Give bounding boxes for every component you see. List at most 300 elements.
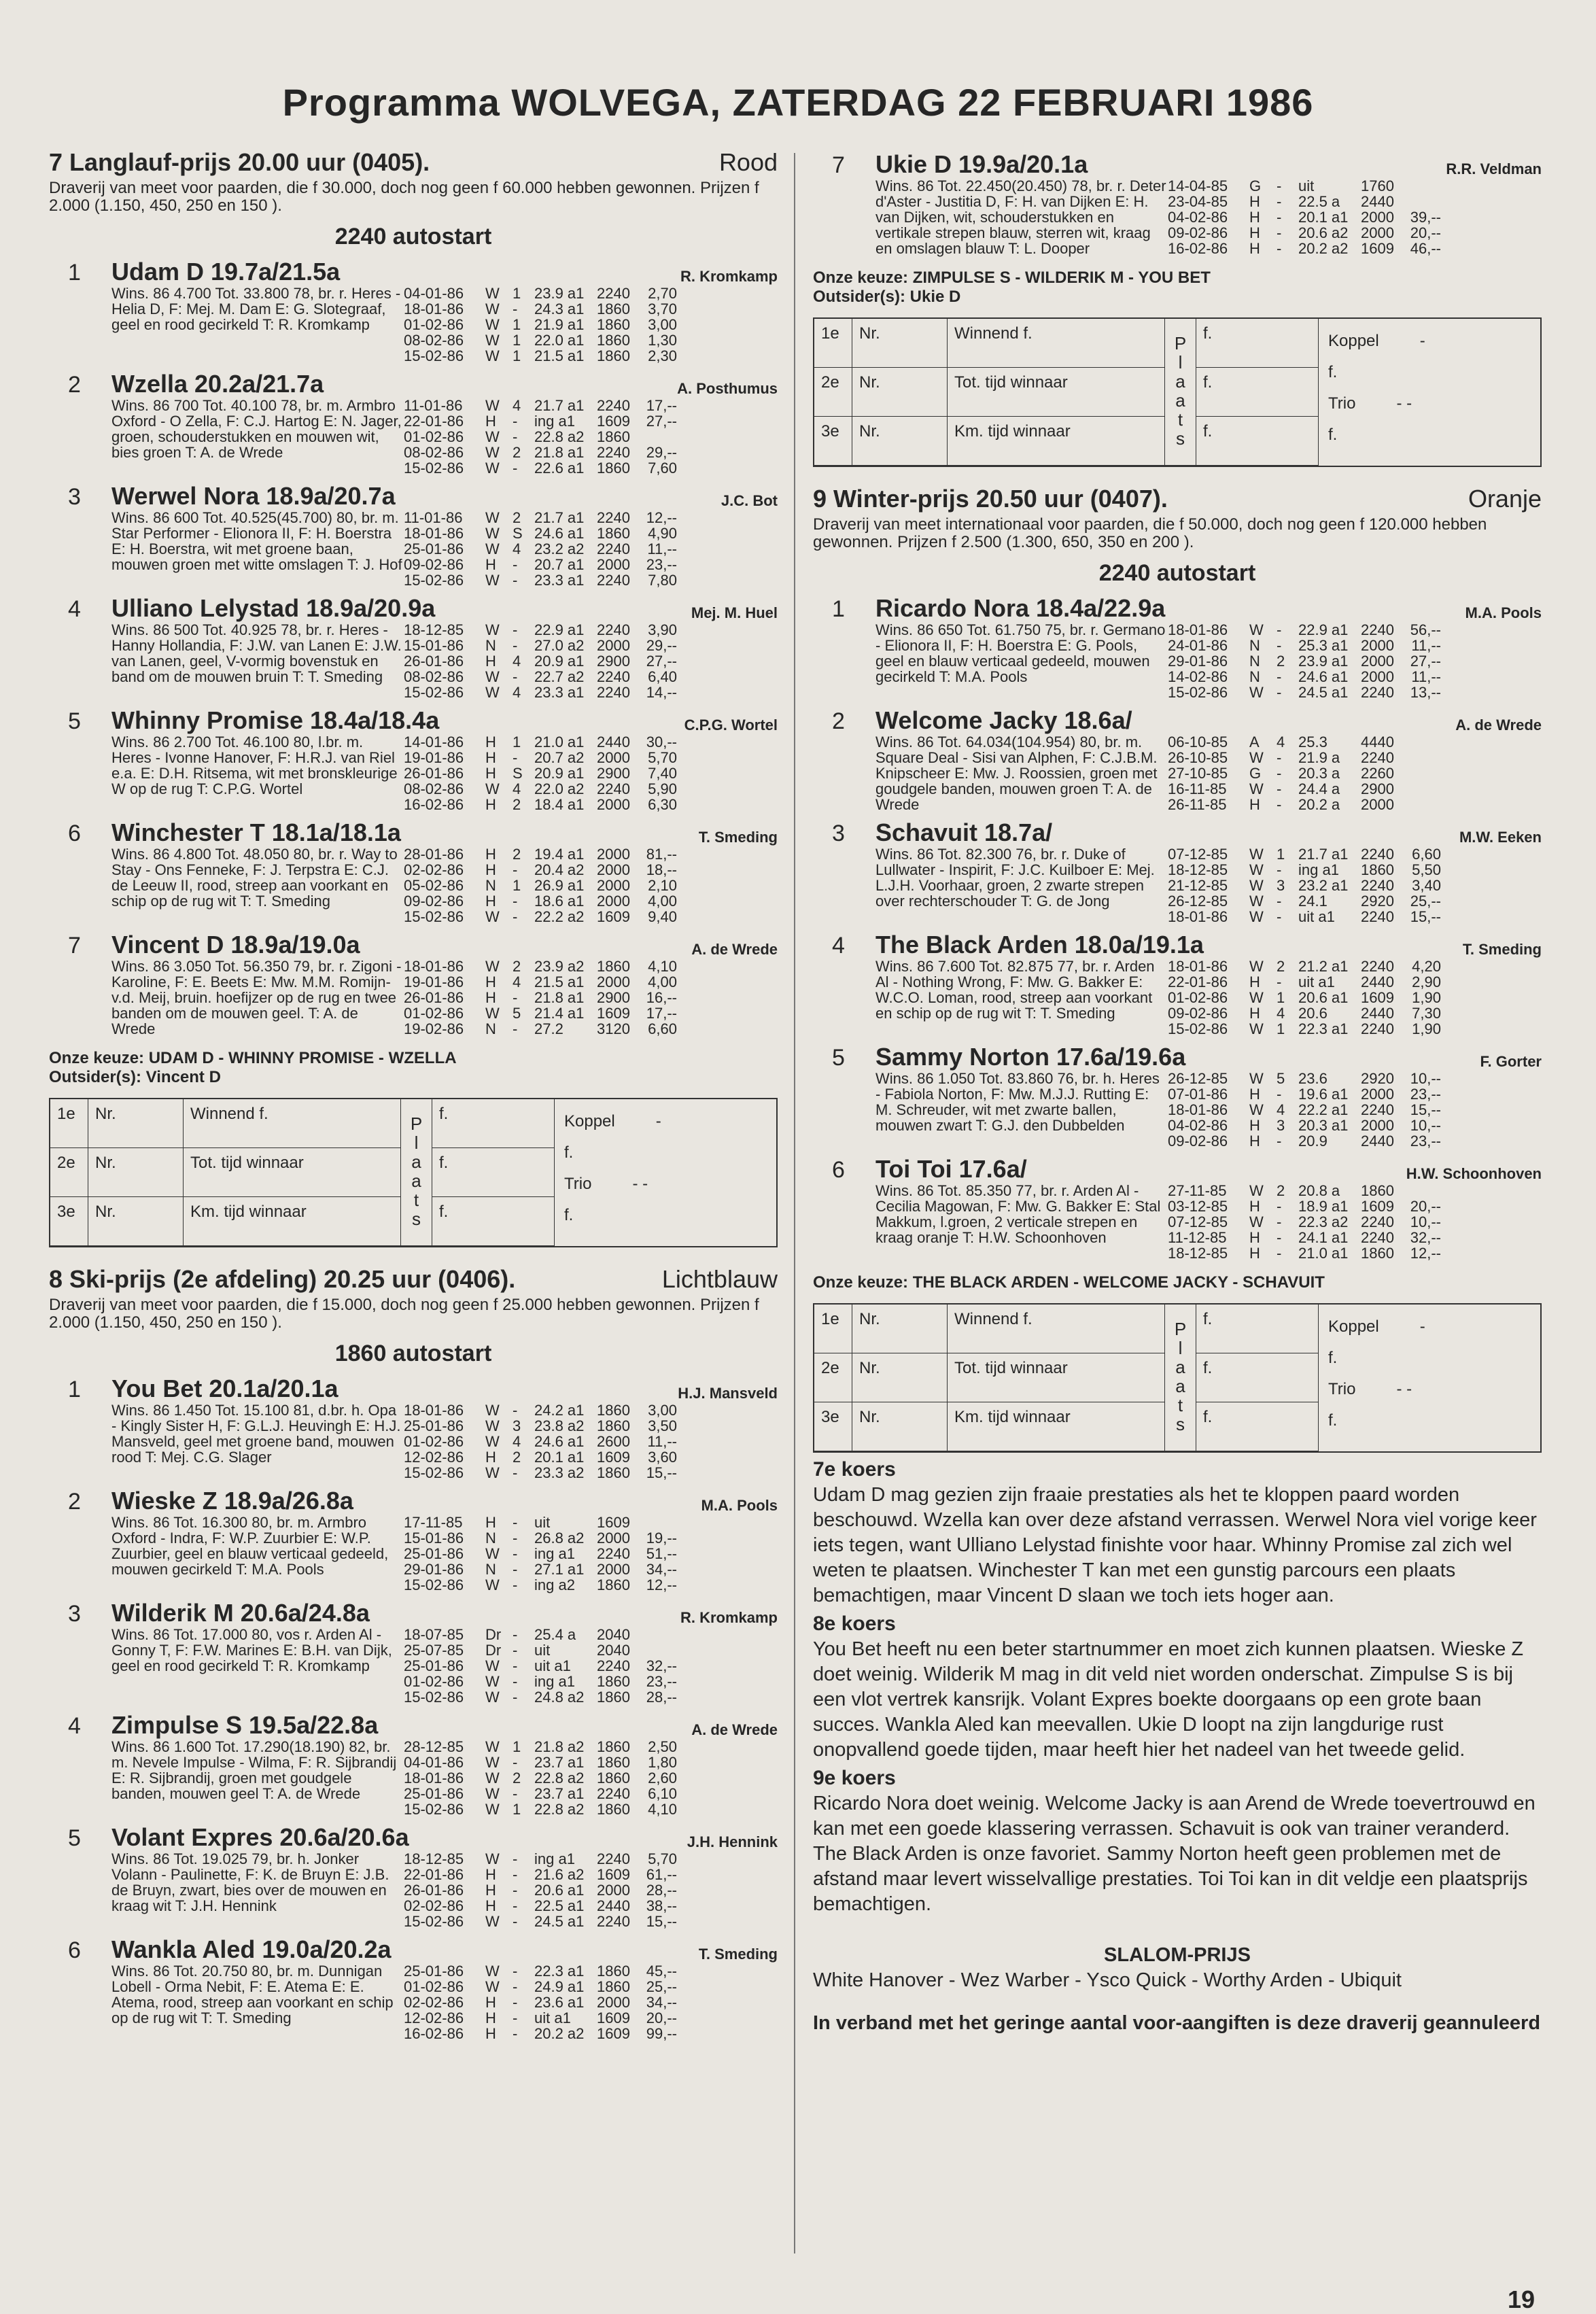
run-cell: H xyxy=(485,413,496,430)
run-cell xyxy=(623,1627,677,1642)
run-cell: - xyxy=(513,1673,518,1690)
run-row xyxy=(404,638,778,653)
commentary-text: Udam D mag gezien zijn fraaie prestaties als het te kloppen paard worden beschouwd. Wzella kan over deze afstand verrassen. Werwel Nora viel vorige keer iets tegen, want Ulliano Lelystad finishte voor haar. Whinny Promise zal zich wel weten te plaatsen. Winchester T kan met een gunstig parcours een plaats bemachtigen, maar Vincent D slaan we toch iets hoger aan. xyxy=(813,1484,1537,1606)
entry-form xyxy=(404,380,778,477)
run-cell: 1609 xyxy=(597,2025,630,2042)
run-cell: 46,-- xyxy=(1410,240,1441,257)
run-cell: - xyxy=(513,1545,518,1562)
run-cell: 2000 xyxy=(1361,209,1394,226)
run-cell: 1860 xyxy=(1361,1245,1394,1262)
trainer-name: J.C. Bot xyxy=(721,492,778,509)
table-koppel xyxy=(1319,1305,1550,1451)
page-title: Programma WOLVEGA, ZATERDAG 22 FEBRUARI 1986 xyxy=(282,81,1314,124)
run-cell: 08-02-86 xyxy=(404,444,464,461)
run-cell: uit xyxy=(534,1514,551,1531)
run-row xyxy=(404,1561,778,1577)
run-row xyxy=(404,1689,778,1705)
entry-form xyxy=(404,1497,778,1593)
entry-number: 5 xyxy=(832,1045,845,1071)
run-cell xyxy=(1387,734,1441,750)
run-cell: 1860 xyxy=(597,347,630,364)
run-cell: 16-02-86 xyxy=(404,796,464,813)
run-cell: - xyxy=(513,1913,518,1930)
table-label: Tot. tijd winnaar xyxy=(948,1353,1165,1402)
run-cell: 03-12-85 xyxy=(1168,1198,1228,1215)
run-cell: 21.7 a1 xyxy=(1298,846,1349,863)
run-cell: 3 xyxy=(513,1417,521,1434)
run-cell: 18-01-86 xyxy=(1168,908,1228,925)
run-cell: 09-02-86 xyxy=(404,893,464,910)
trainer-name: R.R. Veldman xyxy=(1446,160,1542,177)
run-cell: - xyxy=(513,621,518,638)
run-row xyxy=(404,1515,778,1530)
recent-runs xyxy=(1168,1071,1542,1149)
run-cell: - xyxy=(513,1897,518,1914)
run-cell: 3,50 xyxy=(648,1417,677,1434)
run-cell: S xyxy=(513,525,523,542)
run-row xyxy=(1168,878,1542,893)
run-cell: - xyxy=(513,1561,518,1578)
run-cell: 20.9 xyxy=(1298,1133,1328,1150)
table-label: Winnend f. xyxy=(948,319,1165,368)
run-cell: 18-12-85 xyxy=(1168,1245,1228,1262)
recent-runs xyxy=(404,286,778,364)
run-cell: 22.0 a1 xyxy=(534,332,585,349)
run-cell: H xyxy=(485,989,496,1006)
run-cell: 1609 xyxy=(597,1514,630,1531)
run-cell: - xyxy=(513,1882,518,1899)
run-cell: 3,70 xyxy=(648,300,677,317)
entry-number: 5 xyxy=(68,708,81,734)
run-row xyxy=(404,541,778,557)
run-cell: 13,-- xyxy=(1410,684,1441,701)
horse-name: Schavuit 18.7a/ xyxy=(875,818,1053,846)
run-cell: 22.9 a1 xyxy=(534,621,585,638)
run-cell: 2240 xyxy=(1361,908,1394,925)
run-cell: uit a1 xyxy=(534,1657,571,1674)
run-cell: 2440 xyxy=(597,733,630,750)
outsiders: Outsider(s): Ukie D xyxy=(813,288,961,306)
run-cell: 26-10-85 xyxy=(1168,749,1228,766)
run-cell: W xyxy=(485,1576,500,1593)
run-cell: ing a1 xyxy=(534,1673,575,1690)
recent-runs xyxy=(1168,846,1542,925)
entry-form xyxy=(404,268,778,364)
run-cell: 1860 xyxy=(597,1464,630,1481)
horse-details: Wins. 86 Tot. 22.450(20.450) 78, br. r. Deter d'Aster - Justitia D, F: H. van Dijken E: H. van Dijken, wit, schouderstukken en vertikale strepen blauw, sterren wit, kraag en omslagen blauw T: L. Dooper xyxy=(875,177,1166,257)
run-cell: 09-02-86 xyxy=(1168,1133,1228,1150)
horse-name: Werwel Nora 18.9a/20.7a xyxy=(111,482,396,510)
entry-form xyxy=(1168,716,1542,813)
page-number: 19 xyxy=(1507,2285,1535,2313)
run-row xyxy=(404,429,778,445)
run-cell: 12,-- xyxy=(646,1576,677,1593)
run-cell: 1609 xyxy=(597,1005,630,1022)
race-color: Rood xyxy=(718,148,778,176)
race-start: 2240 autostart xyxy=(1098,560,1256,586)
run-row xyxy=(404,1914,778,1929)
run-cell: 39,-- xyxy=(1410,209,1441,226)
run-cell: 1860 xyxy=(597,460,630,477)
run-cell: 25-07-85 xyxy=(404,1642,464,1659)
table-place: 2e xyxy=(50,1148,88,1197)
run-cell: 1,90 xyxy=(1412,989,1441,1006)
run-row xyxy=(404,572,778,588)
run-cell: 11,-- xyxy=(1411,637,1441,654)
run-cell: 1 xyxy=(1277,846,1285,863)
run-cell: 23.6 xyxy=(1298,1070,1328,1087)
table-amount: f. xyxy=(1196,1305,1319,1353)
run-cell: ing a1 xyxy=(534,413,575,430)
run-cell: 22.3 a1 xyxy=(1298,1020,1349,1037)
trainer-name: T. Smeding xyxy=(698,1946,778,1963)
run-cell: - xyxy=(513,1576,518,1593)
horse-entry xyxy=(49,707,778,812)
run-row xyxy=(404,1898,778,1914)
run-cell: 3 xyxy=(1277,1117,1285,1134)
run-cell: 18,-- xyxy=(646,861,677,878)
horse-name: Welcome Jacky 18.6a/ xyxy=(875,706,1132,734)
run-cell: 08-02-86 xyxy=(404,780,464,797)
run-cell: 25,-- xyxy=(646,1978,677,1995)
run-cell: G xyxy=(1249,765,1262,782)
horse-entry xyxy=(49,595,778,700)
race-start: 1860 autostart xyxy=(334,1341,492,1366)
table-nr: Nr. xyxy=(852,1402,948,1451)
run-row xyxy=(404,1658,778,1674)
run-cell xyxy=(623,429,677,445)
race-8 xyxy=(49,1265,778,2041)
recent-runs xyxy=(1168,1183,1542,1261)
run-row xyxy=(404,765,778,781)
trainer-name: A. de Wrede xyxy=(691,941,778,958)
run-cell: 27,-- xyxy=(646,413,677,430)
run-cell: W xyxy=(1249,1020,1264,1037)
run-cell: - xyxy=(1277,1133,1282,1150)
run-cell: 2240 xyxy=(597,509,630,526)
entry-list xyxy=(49,258,778,1037)
run-cell: 23,-- xyxy=(1410,1133,1441,1150)
run-cell: 21.5 a1 xyxy=(534,973,585,990)
run-row xyxy=(404,1005,778,1021)
race-description: Draverij van meet voor paarden, die f 30.000, doch nog geen f 60.000 hebben gewonnen. Prijzen f 2.000 (1.150, 450, 250 en 150 ). xyxy=(49,179,759,215)
run-cell: - xyxy=(1277,177,1282,194)
run-cell: 4 xyxy=(513,540,521,557)
run-row xyxy=(404,685,778,700)
run-cell: W xyxy=(485,1689,500,1706)
run-cell: 22.0 a2 xyxy=(534,780,585,797)
run-cell: H xyxy=(485,1449,496,1466)
run-row xyxy=(1168,990,1542,1005)
run-cell: 32,-- xyxy=(646,1657,677,1674)
entry-number: 6 xyxy=(832,1157,845,1183)
table-label: Km. tijd winnaar xyxy=(948,1402,1165,1451)
run-cell: W xyxy=(1249,749,1264,766)
run-cell: 01-02-86 xyxy=(404,1673,464,1690)
run-cell: 11-12-85 xyxy=(1168,1229,1227,1246)
run-cell: - xyxy=(1277,1198,1282,1215)
run-cell: 20,-- xyxy=(1410,224,1441,241)
run-row xyxy=(404,797,778,812)
run-cell: 24.5 a1 xyxy=(1298,684,1349,701)
run-cell: 20,-- xyxy=(1410,1198,1441,1215)
run-cell: 10,-- xyxy=(1410,1117,1441,1134)
run-cell: 1860 xyxy=(597,1769,630,1786)
run-cell: 2000 xyxy=(597,1530,630,1547)
run-cell: 21.0 a1 xyxy=(1298,1245,1349,1262)
run-cell: uit a1 xyxy=(1298,908,1335,925)
run-cell: - xyxy=(513,1689,518,1706)
entry-number: 2 xyxy=(68,1489,81,1515)
run-cell: W xyxy=(485,1433,500,1450)
horse-name: You Bet 20.1a/20.1a xyxy=(111,1375,339,1402)
trainer-name: A. Posthumus xyxy=(677,380,778,397)
run-cell: 29-01-86 xyxy=(1168,653,1228,670)
run-cell: 11-01-86 xyxy=(404,397,463,414)
run-row xyxy=(404,557,778,572)
run-cell: 22.8 a2 xyxy=(534,428,585,445)
run-cell: H xyxy=(485,653,496,670)
koppel-dash: - xyxy=(655,1112,661,1130)
run-cell: 6,60 xyxy=(648,1020,677,1037)
run-cell: 27-11-85 xyxy=(1168,1182,1227,1199)
table-amount: f. xyxy=(1196,417,1319,466)
commentary xyxy=(813,1458,1542,1917)
run-cell: H xyxy=(485,1994,496,2011)
run-cell: 15-02-86 xyxy=(404,572,464,589)
run-cell: 18-01-86 xyxy=(1168,621,1228,638)
run-cell: - xyxy=(1277,780,1282,797)
run-row xyxy=(404,1577,778,1593)
run-cell: 07-12-85 xyxy=(1168,1213,1228,1230)
run-cell: 12-02-86 xyxy=(404,1449,464,1466)
entry-form xyxy=(404,829,778,925)
run-row xyxy=(1168,1230,1542,1245)
run-cell: 12,-- xyxy=(1410,1245,1441,1262)
run-cell: 23-04-85 xyxy=(1168,193,1228,210)
horse-details: Wins. 86 1.450 Tot. 15.100 81, d.br. h. Opa - Kingly Sister H, F: G.L.J. Heuvingh E: H.J. Mansveld, geel met groene band, mouwen rood T: Mej. C.G. Slager xyxy=(111,1402,401,1466)
run-cell: 26-11-85 xyxy=(1168,796,1227,813)
run-cell: 4 xyxy=(513,780,521,797)
race-header xyxy=(49,148,778,179)
run-cell: 22.2 a2 xyxy=(534,908,585,925)
run-cell: W xyxy=(485,1657,500,1674)
horse-name: The Black Arden 18.0a/19.1a xyxy=(875,931,1204,959)
run-cell: 2240 xyxy=(1361,684,1394,701)
run-cell: 01-02-86 xyxy=(404,1978,464,1995)
run-cell: 2240 xyxy=(597,572,630,589)
run-cell: 2,70 xyxy=(648,285,677,302)
run-row xyxy=(404,1867,778,1882)
entry-form xyxy=(404,492,778,589)
run-cell: 02-02-86 xyxy=(404,1994,464,2011)
run-cell: H xyxy=(1249,193,1260,210)
run-cell: 2,10 xyxy=(648,877,677,894)
run-cell: 12,-- xyxy=(646,509,677,526)
run-cell: 2240 xyxy=(1361,1101,1394,1118)
run-cell: 2240 xyxy=(1361,846,1394,863)
run-cell: 2440 xyxy=(1361,973,1394,990)
run-cell: 1860 xyxy=(597,1417,630,1434)
our-choice: Onze keuze: UDAM D - WHINNY PROMISE - WZELLA xyxy=(49,1049,457,1067)
run-cell: W xyxy=(1249,846,1264,863)
run-cell: W xyxy=(485,1545,500,1562)
run-cell: W xyxy=(485,300,500,317)
run-cell: 2240 xyxy=(597,668,630,685)
run-cell: - xyxy=(513,1514,518,1531)
run-cell: 23,-- xyxy=(646,556,677,573)
run-cell: 22-01-86 xyxy=(404,413,464,430)
run-cell: N xyxy=(1249,637,1260,654)
run-cell: A xyxy=(1249,733,1260,750)
entry-form xyxy=(1168,604,1542,701)
run-cell: 2920 xyxy=(1361,1070,1394,1087)
run-cell: 2000 xyxy=(597,973,630,990)
run-cell: 26-01-86 xyxy=(404,765,464,782)
horse-name: Udam D 19.7a/21.5a xyxy=(111,258,341,286)
run-cell: W xyxy=(1249,958,1264,975)
run-cell: W xyxy=(1249,908,1264,925)
run-cell: 15-02-86 xyxy=(404,908,464,925)
run-cell: 18.6 a1 xyxy=(534,893,585,910)
run-cell: 2240 xyxy=(597,621,630,638)
horse-name: Sammy Norton 17.6a/19.6a xyxy=(875,1043,1186,1071)
run-row xyxy=(404,1642,778,1658)
run-cell: 23.7 a1 xyxy=(534,1785,585,1802)
run-cell: 2240 xyxy=(597,1913,630,1930)
table-label: Tot. tijd winnaar xyxy=(948,368,1165,417)
race-start: 2240 autostart xyxy=(334,224,492,249)
run-cell: - xyxy=(1277,1229,1282,1246)
table-amount: f. xyxy=(432,1099,555,1148)
run-row xyxy=(404,750,778,765)
run-row xyxy=(404,525,778,541)
run-cell: H xyxy=(485,846,496,863)
run-cell: 25-01-86 xyxy=(404,540,464,557)
run-cell: 18.4 a1 xyxy=(534,796,585,813)
run-cell: 2,50 xyxy=(648,1738,677,1755)
table-place: 2e xyxy=(814,1353,852,1402)
table-koppel xyxy=(1319,319,1550,466)
run-cell: 24.5 a1 xyxy=(534,1913,585,1930)
run-cell: 7,60 xyxy=(648,460,677,477)
run-cell: W xyxy=(485,1769,500,1786)
run-cell: 1 xyxy=(513,733,521,750)
run-cell: 19.6 a1 xyxy=(1298,1086,1349,1103)
run-cell: 05-02-86 xyxy=(404,877,464,894)
run-cell: 23.2 a2 xyxy=(534,540,585,557)
run-cell: H xyxy=(1249,973,1260,990)
right-column xyxy=(813,151,1542,2036)
run-cell: 2240 xyxy=(597,780,630,797)
run-cell: W xyxy=(485,285,500,302)
run-cell: 2,60 xyxy=(648,1769,677,1786)
horse-details: Wins. 86 1.600 Tot. 17.290(18.190) 82, br. m. Nevele Impulse - Wilma, F: R. Sijbrandij E: R. Sijbrandij, groen met goudgele banden, mouwen geel T: A. de Wrede xyxy=(111,1738,397,1802)
race-color: Oranje xyxy=(1468,485,1542,513)
run-cell: 1860 xyxy=(597,332,630,349)
entry-form xyxy=(1168,941,1542,1037)
run-cell: 1860 xyxy=(597,1963,630,1980)
run-cell: 2260 xyxy=(1361,765,1394,782)
run-cell: 5 xyxy=(1277,1070,1285,1087)
run-row xyxy=(1168,1102,1542,1118)
run-cell: W xyxy=(1249,1070,1264,1087)
run-cell: 21.8 a1 xyxy=(534,989,585,1006)
trainer-name: C.P.G. Wortel xyxy=(684,716,778,733)
run-cell: - xyxy=(513,861,518,878)
horse-entry xyxy=(49,1712,778,1817)
koppel-dash: - xyxy=(1419,1317,1425,1336)
run-cell: 5,90 xyxy=(648,780,677,797)
run-cell: 2 xyxy=(513,509,521,526)
race-description: Draverij van meet voor paarden, die f 15.000, doch nog geen f 25.000 hebben gewonnen. Prijzen f 2.000 (1.150, 450, 250 en 150 ). xyxy=(49,1296,759,1332)
run-cell: H xyxy=(1249,224,1260,241)
run-cell: 15-02-86 xyxy=(404,1576,464,1593)
run-cell: H xyxy=(1249,1086,1260,1103)
entry-form xyxy=(404,1946,778,2042)
run-cell: 18-01-86 xyxy=(404,1769,464,1786)
run-cell: 14-04-85 xyxy=(1168,177,1228,194)
run-cell: 22.5 a xyxy=(1298,193,1340,210)
run-cell: H xyxy=(1249,1245,1260,1262)
run-cell: 2000 xyxy=(1361,1086,1394,1103)
koppel-label: Koppel xyxy=(564,1112,615,1130)
run-cell: H xyxy=(485,1866,496,1883)
run-row xyxy=(1168,1021,1542,1037)
run-cell: - xyxy=(513,637,518,654)
run-cell: 2000 xyxy=(1361,668,1394,685)
run-cell: - xyxy=(1277,193,1282,210)
run-cell: 1,30 xyxy=(648,332,677,349)
run-cell: W xyxy=(485,444,500,461)
run-cell: 2440 xyxy=(1361,1133,1394,1150)
run-cell: 28-01-86 xyxy=(404,846,464,863)
run-row xyxy=(1168,194,1542,209)
run-cell: 07-01-86 xyxy=(1168,1086,1228,1103)
entry-number: 6 xyxy=(68,821,81,846)
recent-runs xyxy=(1168,178,1542,256)
run-cell: 2000 xyxy=(597,893,630,910)
run-cell: H xyxy=(485,765,496,782)
run-cell: - xyxy=(513,2025,518,2042)
entry-number: 4 xyxy=(832,933,845,959)
column-divider xyxy=(794,153,795,2253)
run-cell: W xyxy=(485,684,500,701)
horse-entry xyxy=(49,819,778,925)
run-row xyxy=(1168,959,1542,974)
run-cell: H xyxy=(485,733,496,750)
run-cell: 14,-- xyxy=(646,684,677,701)
run-row xyxy=(1168,1118,1542,1133)
run-cell: H xyxy=(1249,1117,1260,1134)
horse-details: Wins. 86 Tot. 85.350 77, br. r. Arden Al - Cecilia Magowan, F: Mw. G. Bakker E: Stal Makkum, l.groen, 2 verticale strepen en kraag oranje T: H.W. Schoonhoven xyxy=(875,1182,1161,1246)
run-cell: - xyxy=(1277,893,1282,910)
run-cell: 1860 xyxy=(597,1754,630,1771)
commentary-text: You Bet heeft nu een beter startnummer en moet zich kunnen plaatsen. Wieske Z doet weinig. Wilderik M mag in dit veld niet worden onderschat. Zimpulse S is bij een vlot vertrek kansrijk. Volant Expres boekte doorgaans op een grote baan succes. Wankla Aled kan meevallen. Ukie D loopt na zijn langdurige rust onopvallend goede tijden, maar heeft hier het nadeel van het tweede gelid. xyxy=(813,1638,1524,1761)
run-row xyxy=(404,959,778,974)
run-cell: 2040 xyxy=(597,1626,630,1643)
recent-runs xyxy=(404,1627,778,1705)
run-cell: 20.3 a1 xyxy=(1298,1117,1349,1134)
run-cell: 26-01-86 xyxy=(404,989,464,1006)
run-cell: 27,-- xyxy=(1410,653,1441,670)
run-cell: 2000 xyxy=(1361,637,1394,654)
run-cell: 34,-- xyxy=(646,1561,677,1578)
horse-details: Wins. 86 600 Tot. 40.525(45.700) 80, br. m. Star Performer - Elionora II, F: H. Boerstra E: H. Boerstra, wit met groene baan, mouwen groen met witte omslagen T: J. Hof xyxy=(111,509,402,573)
run-cell: 19,-- xyxy=(646,1530,677,1547)
run-cell: 2000 xyxy=(597,796,630,813)
run-cell: 14-01-86 xyxy=(404,733,464,750)
